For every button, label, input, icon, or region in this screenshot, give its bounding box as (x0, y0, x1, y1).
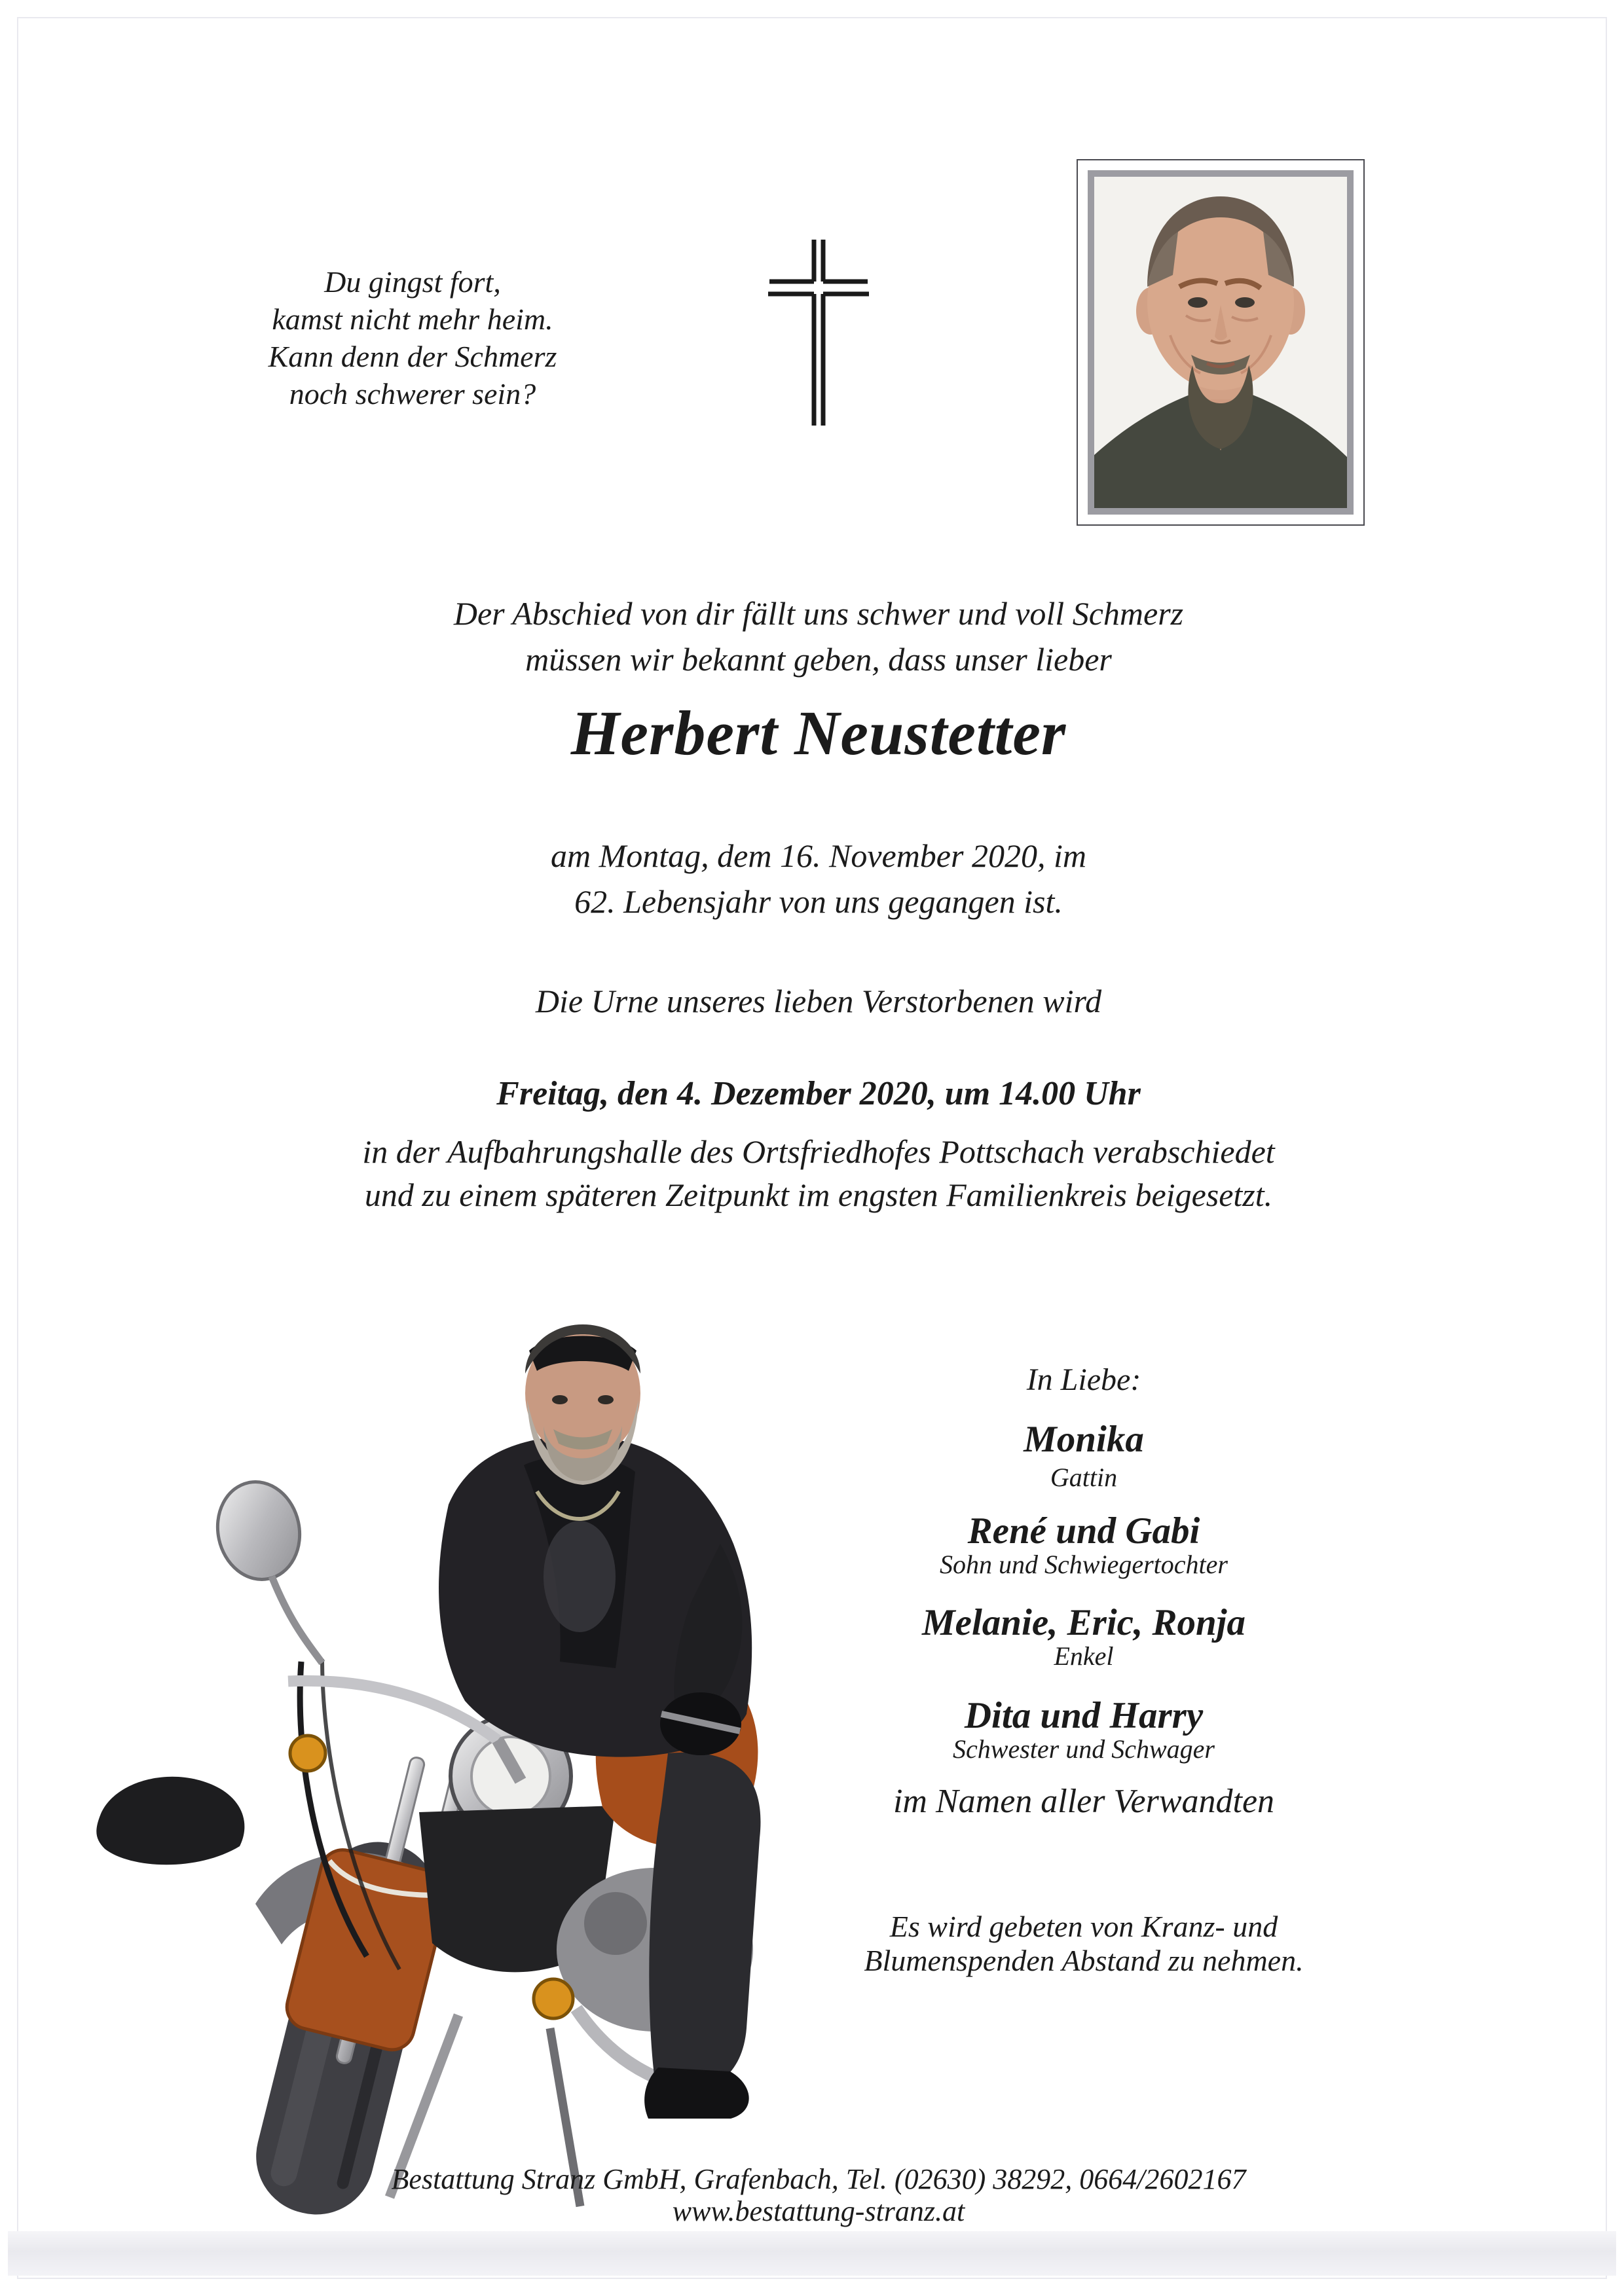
announcement-intro-line2: müssen wir bekannt geben, dass unser lieber (525, 641, 1112, 678)
motorcycle-photo (92, 1295, 766, 2244)
mourners-heading: In Liebe: (1026, 1362, 1141, 1397)
mirror (209, 1474, 322, 1663)
mourner-relation: Gattin (1050, 1463, 1118, 1492)
turn-signal-icon (290, 1736, 325, 1771)
passing-date-line1: am Montag, dem 16. November 2020, im (551, 837, 1086, 874)
mourner-name: Monika (1024, 1419, 1144, 1460)
poem-line: kamst nicht mehr heim. (272, 302, 553, 336)
portrait-photo (1077, 159, 1365, 526)
turn-signal-icon (534, 1979, 573, 2018)
funeral-home-contact: Bestattung Stranz GmbH, Grafenbach, Tel. (02630) 38292, 0664/2602167 (391, 2163, 1246, 2195)
donation-request-line2: Blumenspenden Abstand zu nehmen. (864, 1944, 1304, 1977)
mourner-relation: Enkel (1054, 1641, 1114, 1671)
cross-icon (764, 234, 873, 429)
mourner-relation: Schwester und Schwager (953, 1734, 1215, 1764)
deceased-name: Herbert Neustetter (570, 698, 1067, 768)
ceremony-date-line: Freitag, den 4. Dezember 2020, um 14.00 Uhr (496, 1075, 1141, 1112)
mourners-closing: im Namen aller Verwandten (893, 1783, 1275, 1820)
urn-line: Die Urne unseres lieben Verstorbenen wird (535, 983, 1102, 1019)
mourner-name: Melanie, Eric, Ronja (921, 1602, 1246, 1643)
funeral-home-website: www.bestattung-stranz.at (672, 2195, 965, 2227)
portrait-photo-image (1094, 177, 1347, 508)
mourner-name: Dita und Harry (964, 1695, 1204, 1736)
poem-line: Kann denn der Schmerz (268, 340, 557, 373)
announcement-intro-line1: Der Abschied von dir fällt uns schwer und voll Schmerz (453, 595, 1184, 632)
headlight-lens (471, 1737, 550, 1815)
mourner-name: René und Gabi (967, 1510, 1200, 1552)
left-boot-shadow (96, 1777, 244, 1865)
memorial-poem (183, 263, 642, 412)
donation-request-line1: Es wird gebeten von Kranz- und (889, 1910, 1278, 1943)
poem-line: Du gingst fort, (324, 265, 501, 299)
passing-date-line2: 62. Lebensjahr von uns gegangen ist. (574, 883, 1063, 920)
scan-shadow-band (8, 2231, 1616, 2276)
ceremony-location-line2: und zu einem späteren Zeitpunkt im engsten Familienkreis beigesetzt. (364, 1176, 1273, 1213)
portrait-photo-frame (1088, 170, 1354, 515)
mourner-relation: Sohn und Schwiegertochter (940, 1550, 1228, 1579)
ceremony-location-line1: in der Aufbahrungshalle des Ortsfriedhofes Pottschach verabschiedet (362, 1133, 1275, 1170)
poem-line: noch schwerer sein? (289, 377, 536, 410)
